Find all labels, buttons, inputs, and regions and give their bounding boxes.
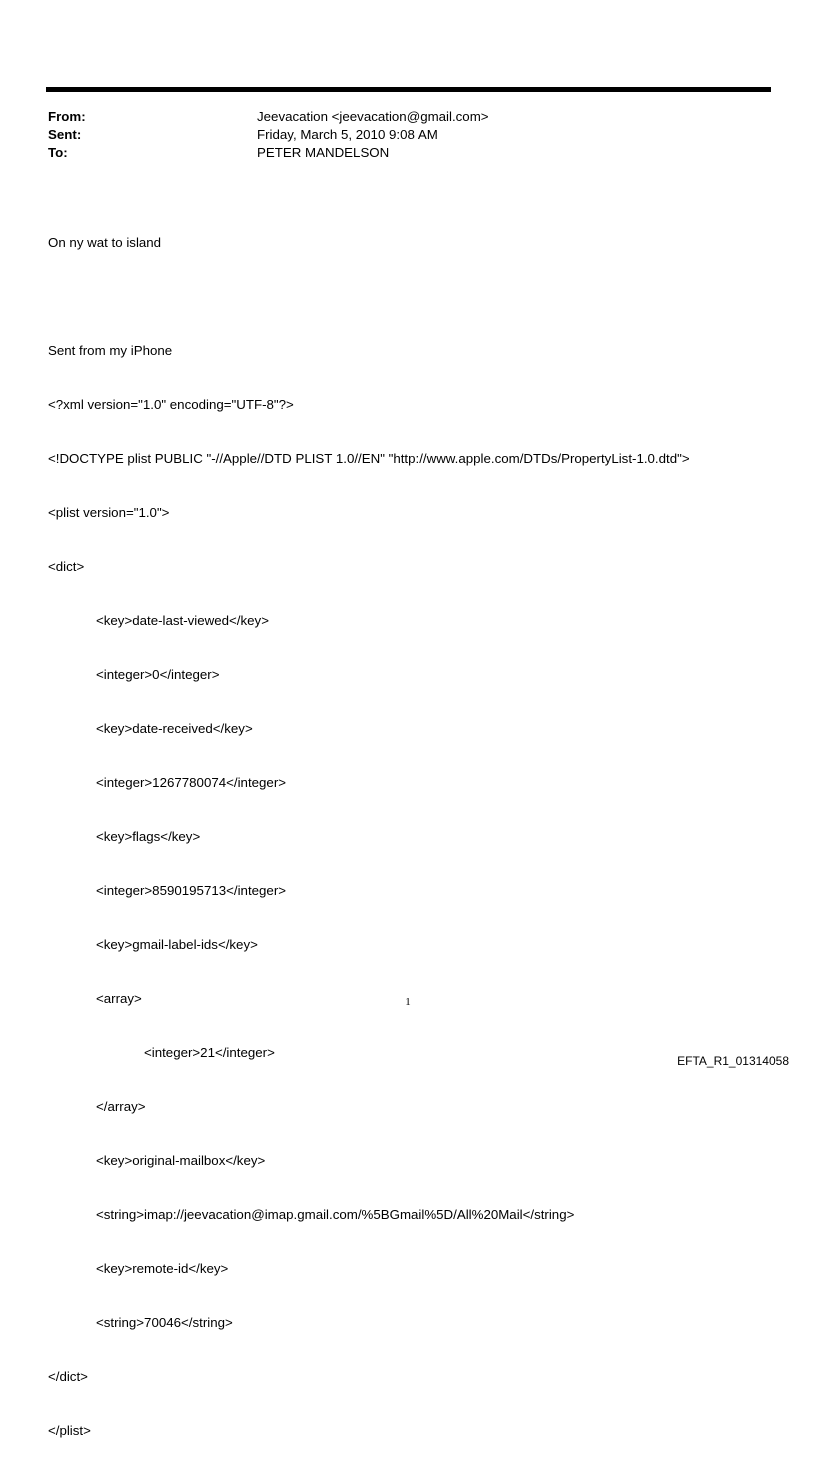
xml-line: <key>gmail-label-ids</key> <box>96 937 258 952</box>
plist-open-line: <plist version="1.0"> <box>48 505 170 520</box>
xml-line: <integer>8590195713</integer> <box>96 883 287 898</box>
xml-line: <key>original-mailbox</key> <box>96 1153 266 1168</box>
xml-line: <array> <box>96 991 142 1006</box>
to-value: PETER MANDELSON <box>257 145 390 160</box>
xml-line: <integer>21</integer> <box>144 1045 275 1060</box>
xml-line: <string>imap://jeevacation@imap.gmail.com/%5BGmail%5D/All%20Mail</string> <box>96 1207 575 1222</box>
to-label: To: <box>48 145 68 160</box>
xml-line: <integer>1267780074</integer> <box>96 775 287 790</box>
dict-close-line: </dict> <box>48 1369 88 1384</box>
sent-label: Sent: <box>48 127 82 142</box>
bates-number: EFTA_R1_01314058 <box>677 1054 789 1068</box>
xml-line: <key>remote-id</key> <box>96 1261 229 1276</box>
from-label: From: <box>48 109 86 124</box>
xml-line: <key>date-last-viewed</key> <box>96 613 269 628</box>
xml-line: <key>flags</key> <box>96 829 201 844</box>
message-line: On ny wat to island <box>48 235 162 250</box>
xml-declaration-line: <?xml version="1.0" encoding="UTF-8"?> <box>48 397 294 412</box>
plist-close-line: </plist> <box>48 1423 91 1438</box>
email-body <box>48 198 690 1458</box>
signature-line: Sent from my iPhone <box>48 343 173 358</box>
xml-line: <key>date-received</key> <box>96 721 253 736</box>
doctype-line: <!DOCTYPE plist PUBLIC "-//Apple//DTD PLIST 1.0//EN" "http://www.apple.com/DTDs/PropertyList-1.0.dtd"> <box>48 451 690 466</box>
from-value: Jeevacation <jeevacation@gmail.com> <box>257 109 489 124</box>
sent-value: Friday, March 5, 2010 9:08 AM <box>257 127 438 142</box>
xml-line: <string>70046</string> <box>96 1315 233 1330</box>
page-number: 1 <box>405 996 411 1008</box>
xml-line: </array> <box>96 1099 146 1114</box>
header-divider-rule <box>46 87 771 92</box>
dict-open-line: <dict> <box>48 559 85 574</box>
xml-line: <integer>0</integer> <box>96 667 220 682</box>
